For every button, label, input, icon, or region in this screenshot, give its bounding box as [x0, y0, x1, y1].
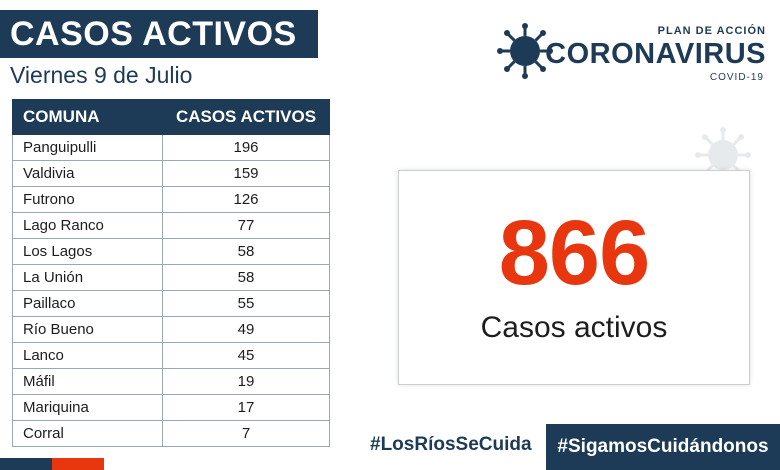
cell-cases: 45	[163, 343, 330, 369]
table-row	[13, 291, 330, 317]
table-row	[13, 343, 330, 369]
page-title: CASOS ACTIVOS	[10, 15, 297, 53]
cell-comuna: Lago Ranco	[13, 213, 163, 239]
table-row	[13, 395, 330, 421]
hashtag-sigamoscuidandonos-banner	[546, 424, 780, 470]
total-cases-number: 866	[498, 201, 650, 304]
cell-cases: 196	[163, 135, 330, 161]
column-header-comuna: COMUNA	[13, 100, 163, 135]
cell-comuna: Lanco	[13, 343, 163, 369]
cell-comuna: Paillaco	[13, 291, 163, 317]
hashtag-sigamoscuidandonos: #SigamosCuidándonos	[557, 436, 769, 457]
cell-comuna: Máfil	[13, 369, 163, 395]
cell-comuna: Corral	[13, 421, 163, 447]
title-banner	[0, 10, 318, 58]
hashtag-losriossecuida: #LosRíosSeCuida	[370, 434, 532, 455]
table-header-row	[13, 100, 330, 135]
flag-segment-red	[52, 458, 104, 470]
total-cases-card	[398, 170, 750, 385]
table-row	[13, 369, 330, 395]
table-row	[13, 135, 330, 161]
cell-comuna: Panguipulli	[13, 135, 163, 161]
cell-comuna: La Unión	[13, 265, 163, 291]
flag-segment-white	[104, 458, 160, 470]
cell-cases: 126	[163, 187, 330, 213]
table-row	[13, 239, 330, 265]
table-row	[13, 213, 330, 239]
cell-cases: 58	[163, 265, 330, 291]
cell-cases: 49	[163, 317, 330, 343]
cell-cases: 58	[163, 239, 330, 265]
flag-accent-bar	[0, 458, 160, 470]
table-row	[13, 317, 330, 343]
brand-subtitle: COVID-19	[709, 72, 764, 83]
active-cases-table	[12, 99, 330, 447]
table-row	[13, 187, 330, 213]
cell-cases: 55	[163, 291, 330, 317]
cell-comuna: Futrono	[13, 187, 163, 213]
total-cases-label: Casos activos	[480, 311, 668, 345]
cell-comuna: Mariquina	[13, 395, 163, 421]
table-row	[13, 161, 330, 187]
cell-cases: 19	[163, 369, 330, 395]
plan-label: PLAN DE ACCIÓN	[657, 25, 766, 37]
cell-comuna: Los Lagos	[13, 239, 163, 265]
flag-segment-blue	[0, 458, 52, 470]
column-header-cases: CASOS ACTIVOS	[163, 100, 330, 135]
brand-name: CORONAVIRUS	[545, 38, 766, 70]
table-row	[13, 265, 330, 291]
cell-cases: 77	[163, 213, 330, 239]
cell-cases: 17	[163, 395, 330, 421]
cell-cases: 7	[163, 421, 330, 447]
cell-comuna: Río Bueno	[13, 317, 163, 343]
cell-cases: 159	[163, 161, 330, 187]
cell-comuna: Valdivia	[13, 161, 163, 187]
date-subtitle: Viernes 9 de Julio	[10, 62, 193, 88]
table-row	[13, 421, 330, 447]
